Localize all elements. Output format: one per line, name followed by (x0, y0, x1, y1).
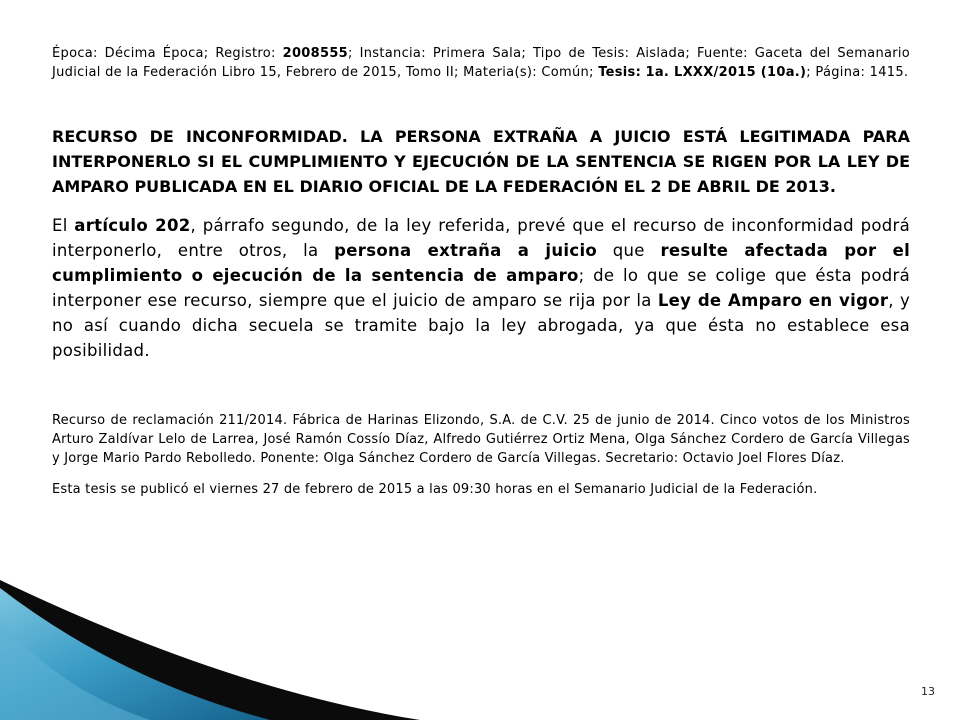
fuente-label: Fuente: (696, 46, 748, 61)
page-number: 13 (921, 685, 935, 698)
epoca-label: Época: (52, 46, 98, 61)
instancia-label: Instancia: (359, 46, 426, 61)
fuente-value: Gaceta del Semanario Judicial de la Federación Libro 15, Febrero de 2015, Tomo II; (52, 46, 911, 80)
body-bold-third-party: persona extraña a juicio (334, 241, 598, 260)
thesis-title: RECURSO DE INCONFORMIDAD. LA PERSONA EXTRAÑA A JUICIO ESTÁ LEGITIMADA PARA INTERPONERLO SI EL CUMPLIMIENTO Y EJECUCIÓN DE LA SENTENCIA SE RIGEN POR LA LEY DE AMPARO PUBLICADA EN EL DIARIO OFICIAL DE LA FEDERACIÓN EL 2 DE ABRIL DE 2013. (52, 127, 910, 196)
epoca-value: Décima Época; (104, 46, 209, 61)
precedent-text: Recurso de reclamación 211/2014. Fábrica de Harinas Elizondo, S.A. de C.V. 25 de junio de 2014. Cinco votos de los Ministros Arturo Zaldívar Lelo de Larrea, José Ramón Cossío Díaz, Alfredo Gutiérrez Ortiz Mena, Olga Sánchez Cordero de García Villegas y Jorge Mario Pardo Rebolledo. Ponente: Olga Sánchez Cordero de García Villegas. Secretario: Octavio Joel Flores Díaz. (52, 413, 910, 466)
pagina-label: Página: (815, 65, 866, 80)
tesis-separator: ; (806, 65, 811, 80)
materia-label: Materia(s): (463, 65, 537, 80)
body-bold-affected: resulte afectada por el cumplimiento o ejecución de la sentencia de amparo (52, 241, 911, 285)
tesis-value: 1a. LXXX/2015 (10a.) (645, 65, 807, 80)
tipo-label: Tipo de Tesis: (532, 46, 630, 61)
thesis-body (52, 213, 910, 363)
document-content (52, 44, 910, 499)
registro-value: 2008555 (282, 46, 349, 61)
thesis-metadata (52, 44, 910, 82)
instancia-value: Primera Sala; (432, 46, 527, 61)
body-bold-article: artículo 202 (74, 216, 191, 235)
publication-note: Esta tesis se publicó el viernes 27 de febrero de 2015 a las 09:30 horas en el Semanario Judicial de la Federación. (52, 482, 818, 497)
registro-label: Registro: (215, 46, 276, 61)
pagina-value: 1415. (869, 65, 909, 80)
body-text-4: ; de lo que se colige que ésta podrá interponer ese recurso, siempre que el juicio de amparo se rija por la (52, 266, 910, 310)
registro-separator: ; (348, 46, 353, 61)
body-text-1: El (52, 216, 68, 235)
body-text-3: que (612, 241, 645, 260)
corner-swoosh-decoration (0, 580, 420, 720)
tesis-label: Tesis: (598, 65, 642, 80)
tipo-value: Aislada; (636, 46, 691, 61)
body-text-5: , y no así cuando dicha secuela se tramite bajo la ley abrogada, ya que ésta no establece esa posibilidad. (52, 291, 911, 360)
materia-value: Común; (541, 65, 594, 80)
body-bold-law: Ley de Amparo en vigor (657, 291, 889, 310)
body-text-2: , párrafo segundo, de la ley referida, prevé que el recurso de inconformidad podrá interponerlo, entre otros, la (52, 216, 910, 260)
